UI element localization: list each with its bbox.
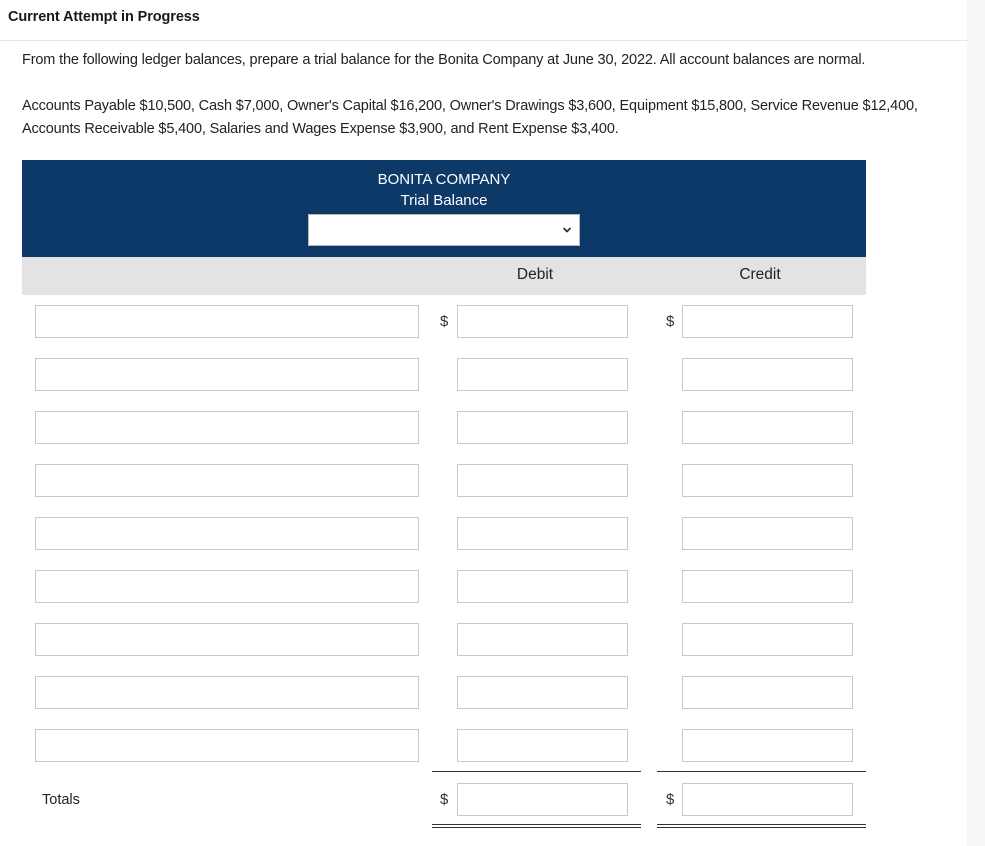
company-name: BONITA COMPANY [377, 171, 511, 188]
dollar-sign-debit: $ [440, 313, 449, 330]
credit-amount-input[interactable] [682, 305, 853, 338]
account-title-input[interactable] [35, 358, 419, 391]
trial-balance-row [0, 517, 967, 551]
totals-row [0, 783, 967, 817]
credit-subtotal-rule [657, 771, 866, 772]
debit-amount-input[interactable] [457, 411, 628, 444]
chevron-down-icon [562, 225, 572, 235]
credit-total-double-rule [657, 824, 866, 828]
ledger-balances-text: Accounts Payable $10,500, Cash $7,000, Owner's Capital $16,200, Owner's Drawings $3,600, Equipment $15,800, Service Revenue $12,400, Accounts Receivable $5,400, Salaries and Wages Expense $3,900, and Rent Expense $3,400. [22, 98, 918, 137]
total-credit-input[interactable] [682, 783, 853, 816]
debit-amount-input[interactable] [457, 729, 628, 762]
credit-amount-input[interactable] [682, 676, 853, 709]
account-title-input[interactable] [35, 464, 419, 497]
account-title-input[interactable] [35, 305, 419, 338]
attempt-status-title: Current Attempt in Progress [8, 9, 200, 25]
account-title-input[interactable] [35, 623, 419, 656]
totals-dollar-sign-credit: $ [666, 791, 675, 808]
account-title-input[interactable] [35, 676, 419, 709]
debit-amount-input[interactable] [457, 570, 628, 603]
credit-amount-input[interactable] [682, 358, 853, 391]
credit-amount-input[interactable] [682, 729, 853, 762]
credit-amount-input[interactable] [682, 411, 853, 444]
trial-balance-row [0, 464, 967, 498]
header-divider [0, 40, 967, 41]
debit-total-double-rule [432, 824, 641, 828]
credit-amount-input[interactable] [682, 570, 853, 603]
debit-amount-input[interactable] [457, 305, 628, 338]
trial-balance-row [0, 358, 967, 392]
totals-dollar-sign-debit: $ [440, 791, 449, 808]
debit-amount-input[interactable] [457, 358, 628, 391]
total-debit-input[interactable] [457, 783, 628, 816]
credit-amount-input[interactable] [682, 517, 853, 550]
problem-instruction: From the following ledger balances, prepare a trial balance for the Bonita Company at June 30, 2022. All account balances are normal. [22, 52, 866, 68]
debit-subtotal-rule [432, 771, 641, 772]
column-header-bar [22, 257, 866, 295]
account-title-input[interactable] [35, 517, 419, 550]
debit-amount-input[interactable] [457, 464, 628, 497]
statement-date-select[interactable] [308, 214, 580, 246]
account-title-input[interactable] [35, 411, 419, 444]
trial-balance-row [0, 676, 967, 710]
trial-balance-row [0, 305, 967, 339]
debit-amount-input[interactable] [457, 517, 628, 550]
debit-amount-input[interactable] [457, 676, 628, 709]
trial-balance-row [0, 570, 967, 604]
credit-amount-input[interactable] [682, 623, 853, 656]
page-side-strip [967, 0, 985, 846]
trial-balance-row [0, 729, 967, 763]
dollar-sign-credit: $ [666, 313, 675, 330]
account-title-input[interactable] [35, 729, 419, 762]
trial-balance-row [0, 623, 967, 657]
statement-title: Trial Balance [400, 192, 488, 209]
credit-amount-input[interactable] [682, 464, 853, 497]
statement-heading [22, 160, 866, 257]
totals-label: Totals [42, 792, 80, 808]
debit-amount-input[interactable] [457, 623, 628, 656]
account-title-input[interactable] [35, 570, 419, 603]
debit-column-header: Debit [516, 266, 554, 283]
trial-balance-row [0, 411, 967, 445]
credit-column-header: Credit [739, 266, 781, 283]
